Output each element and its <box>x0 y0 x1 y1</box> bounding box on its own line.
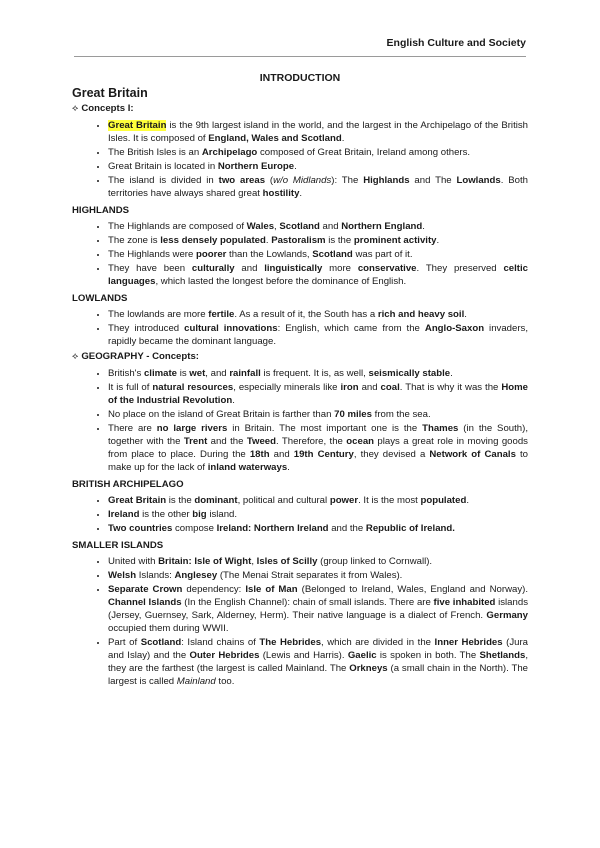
text-run: Isles of Scilly <box>256 556 318 567</box>
text-run: natural resources <box>152 382 234 393</box>
text-run: Northern England <box>341 221 423 232</box>
text-run: . <box>450 368 453 379</box>
text-run: was part of it. <box>352 249 413 260</box>
text-run: plays a great role in moving goods from place to place. During the <box>108 436 528 460</box>
text-run: than the Lowlands, <box>226 249 313 260</box>
text-run: Scotland <box>279 221 320 232</box>
text-run: ocean <box>346 436 375 447</box>
text-run: prominent activity <box>353 235 437 246</box>
text-run: . <box>294 161 297 172</box>
text-run: . <box>232 395 235 406</box>
text-run: Channel Islands <box>108 597 182 608</box>
text-run: Britain: Isle of Wight <box>158 556 252 567</box>
text-run: ): The <box>331 175 364 186</box>
text-run: No place on the island of Great Britain is farther than <box>108 409 335 420</box>
text-run: composed of Great Britain, Ireland among others. <box>257 147 471 158</box>
text-run: The island is divided in <box>108 175 219 186</box>
text-run: Ireland: Northern Ireland <box>216 523 329 534</box>
text-run: fertile <box>208 309 235 320</box>
lowlands-heading: LOWLANDS <box>72 293 128 304</box>
text-run: seismically stable <box>368 368 451 379</box>
list-item <box>108 522 528 535</box>
text-run: . <box>464 309 467 320</box>
text-run: They have been <box>108 263 192 274</box>
text-run: . They preserved <box>416 263 504 274</box>
text-run: . <box>422 221 425 232</box>
text-run: : Island chains of <box>181 637 260 648</box>
text-run: . It is the most <box>358 495 421 506</box>
text-run: Anglo-Saxon <box>424 323 485 334</box>
text-run: and <box>234 263 265 274</box>
text-run: less densely populated <box>160 235 266 246</box>
text-run: in Britain. The most important one is the <box>227 423 423 434</box>
text-run: coal <box>380 382 400 393</box>
highlands-list <box>72 220 528 288</box>
header-rule <box>74 56 526 57</box>
text-run: dependency: <box>182 584 246 595</box>
text-run: compose <box>172 523 217 534</box>
text-run: island. <box>206 509 238 520</box>
geography-heading: ⟡ GEOGRAPHY - Concepts: <box>72 351 199 362</box>
text-run: , they are the farthest (the largest is called Mainland. The <box>108 650 528 674</box>
text-run: Inner Hebrides <box>434 637 503 648</box>
text-run: Lowlands <box>456 175 501 186</box>
list-item <box>108 422 528 474</box>
text-run: Two countries <box>108 523 173 534</box>
smaller-islands-heading: SMALLER ISLANDS <box>72 540 164 551</box>
text-run: and The <box>409 175 457 186</box>
text-run: wet <box>189 368 206 379</box>
text-run: Islands: <box>136 570 175 581</box>
text-run: The lowlands are more <box>108 309 209 320</box>
text-run: . That is why it was the <box>399 382 502 393</box>
text-run: (Lewis and Harris). <box>259 650 348 661</box>
text-run: is <box>177 368 190 379</box>
page-title: INTRODUCTION <box>259 72 341 84</box>
text-run: . Both territories have always shared great <box>108 175 528 199</box>
text-run: . <box>265 235 272 246</box>
text-run: Northern Europe <box>217 161 295 172</box>
document-body <box>72 70 528 690</box>
text-run: , political and cultural <box>237 495 330 506</box>
text-run: Outer Hebrides <box>189 650 260 661</box>
text-run: Wales <box>246 221 275 232</box>
text-run: The Highlands are composed of <box>108 221 247 232</box>
text-run: (The Menai Strait separates it from Wales). <box>217 570 403 581</box>
text-run: Archipelago <box>201 147 258 158</box>
text-run: w/o Midlands <box>273 175 332 186</box>
text-run: islands (Jersey, Guernsey, Sark, Alderney, Herm). Their native language is a dialect of French. <box>108 597 528 621</box>
text-run: , <box>251 556 257 567</box>
list-item <box>108 636 528 688</box>
list-item <box>108 322 528 348</box>
text-run: and <box>319 221 342 232</box>
text-run: 18th <box>249 449 270 460</box>
text-run: It is full of <box>108 382 153 393</box>
text-run: (Jura and Islay) and the <box>108 637 529 661</box>
list-item <box>108 381 528 407</box>
text-run: rich and heavy soil <box>377 309 465 320</box>
text-run: Pastoralism <box>271 235 326 246</box>
text-run: Great Britain is located in <box>108 161 218 172</box>
running-header: English Culture and Society <box>386 37 526 49</box>
text-run: The Highlands were <box>108 249 196 260</box>
text-run: populated <box>420 495 467 506</box>
text-run: Orkneys <box>349 663 388 674</box>
list-item <box>108 308 528 321</box>
text-run: and <box>358 382 381 393</box>
text-run: : English, which came from the <box>277 323 425 334</box>
text-run: . <box>287 462 290 473</box>
text-run: Ireland <box>108 509 140 520</box>
text-run: iron <box>340 382 359 393</box>
text-run: (group linked to Cornwall). <box>317 556 433 567</box>
text-run: is the <box>166 495 195 506</box>
text-run: (Belonged to Ireland, Wales, England and Norway). <box>297 584 528 595</box>
list-item <box>108 583 528 635</box>
archipelago-heading: BRITISH ARCHIPELAGO <box>72 479 184 490</box>
list-item <box>108 494 528 507</box>
text-run: dominant <box>194 495 238 506</box>
text-run: cultural innovations <box>184 323 278 334</box>
list-item <box>108 220 528 233</box>
highlands-heading: HIGHLANDS <box>72 205 130 216</box>
text-run: (in the South), together with the <box>108 423 528 447</box>
text-run: Highlands <box>363 175 410 186</box>
text-run: They introduced <box>108 323 185 334</box>
text-run: . Therefore, the <box>276 436 347 447</box>
text-run: is the other <box>139 509 193 520</box>
text-run: from the sea. <box>371 409 431 420</box>
section-heading-great-britain: Great Britain <box>72 86 148 100</box>
text-run: Germany <box>486 610 528 621</box>
text-run: to make up for the lack of <box>108 449 529 473</box>
text-run: Republic of Ireland. <box>365 523 455 534</box>
list-item <box>108 174 528 200</box>
text-run: . <box>436 235 440 246</box>
text-run: two areas <box>218 175 266 186</box>
text-run: is the 9th largest island in the world, and the largest in the Archipelago of the British Isles. It is composed of <box>108 120 528 144</box>
text-run: culturally <box>191 263 235 274</box>
text-run: . As a result of it, the South has a <box>234 309 378 320</box>
text-run: is frequent. It is, as well, <box>260 368 369 379</box>
text-run: conservative <box>357 263 417 274</box>
concepts-heading: ⟡ Concepts I: <box>72 103 134 114</box>
text-run: and <box>269 449 294 460</box>
list-item <box>108 234 528 247</box>
text-run: hostility <box>262 188 300 199</box>
text-run: Scotland <box>140 637 182 648</box>
highlighted-text: Great Britain <box>108 120 167 131</box>
list-item <box>108 408 528 421</box>
text-run: 19th Century <box>293 449 354 460</box>
text-run: , especially minerals like <box>233 382 341 393</box>
text-run: , <box>274 221 280 232</box>
list-item <box>108 367 528 380</box>
text-run: , they devised a <box>353 449 430 460</box>
text-run: . <box>341 133 345 144</box>
list-item <box>108 555 528 568</box>
text-run: poorer <box>196 249 227 260</box>
text-run: . <box>299 188 303 199</box>
text-run: Scotland <box>312 249 353 260</box>
diamond-bullet-icon: ⟡ <box>72 103 79 114</box>
list-item <box>108 119 528 145</box>
list-item <box>108 508 528 521</box>
text-run: five inhabited <box>433 597 496 608</box>
text-run: Network of Canals <box>429 449 516 460</box>
list-item <box>108 160 528 173</box>
text-run: rainfall <box>229 368 261 379</box>
text-run: Isle of Man <box>245 584 298 595</box>
text-run: Part of <box>108 637 141 648</box>
text-run: no large rivers <box>156 423 228 434</box>
text-run: Separate Crown <box>108 584 183 595</box>
text-run: is the <box>325 235 354 246</box>
lowlands-list <box>72 308 528 348</box>
text-run: Thames <box>422 423 459 434</box>
text-run: power <box>329 495 359 506</box>
text-run: There are <box>108 423 157 434</box>
text-run: invaders, rapidly became the dominant language. <box>108 323 528 347</box>
text-run: linguistically <box>264 263 323 274</box>
text-run: Trent <box>183 436 208 447</box>
text-run: England, Wales and Scotland <box>208 133 342 144</box>
text-run: big <box>192 509 207 520</box>
text-run: The Hebrides <box>259 637 322 648</box>
text-run: , which are divided in the <box>321 637 435 648</box>
text-run: (In the English Channel): chain of small islands. There are <box>181 597 434 608</box>
text-run: Gaelic <box>347 650 377 661</box>
text-run: British's <box>108 368 144 379</box>
text-run: and the <box>328 523 366 534</box>
text-run: inland waterways <box>207 462 288 473</box>
text-run: Great Britain <box>108 495 167 506</box>
text-run: climate <box>143 368 178 379</box>
text-run: occupied them during WWII. <box>108 623 229 634</box>
text-run: Anglesey <box>174 570 218 581</box>
text-run: United with <box>108 556 159 567</box>
geography-list <box>72 367 528 474</box>
list-item <box>108 569 528 582</box>
text-run: Welsh <box>108 570 137 581</box>
text-run: The zone is <box>108 235 161 246</box>
text-run: , which lasted the longest before the dominance of English. <box>155 276 407 287</box>
text-run: too. <box>215 676 235 687</box>
archipelago-list <box>72 494 528 535</box>
diamond-bullet-icon: ⟡ <box>72 351 79 362</box>
text-run: Mainland <box>176 676 216 687</box>
great-britain-list <box>72 119 528 200</box>
text-run: Shetlands <box>479 650 526 661</box>
text-run: The British Isles is an <box>108 147 202 158</box>
text-run: Tweed <box>246 436 276 447</box>
text-run: and the <box>207 436 247 447</box>
list-item <box>108 146 528 159</box>
text-run: celtic languages <box>108 263 528 287</box>
text-run: (a small chain in the North). The largest is called <box>108 663 529 687</box>
list-item <box>108 248 528 261</box>
text-run: . <box>466 495 469 506</box>
text-run: , and <box>205 368 230 379</box>
text-run: ( <box>265 175 274 186</box>
smaller-islands-list <box>72 555 528 688</box>
list-item <box>108 262 528 288</box>
text-run: is spoken in both. The <box>376 650 480 661</box>
text-run: 70 miles <box>334 409 372 420</box>
text-run: Home of the Industrial Revolution <box>108 382 529 406</box>
text-run: more <box>322 263 358 274</box>
